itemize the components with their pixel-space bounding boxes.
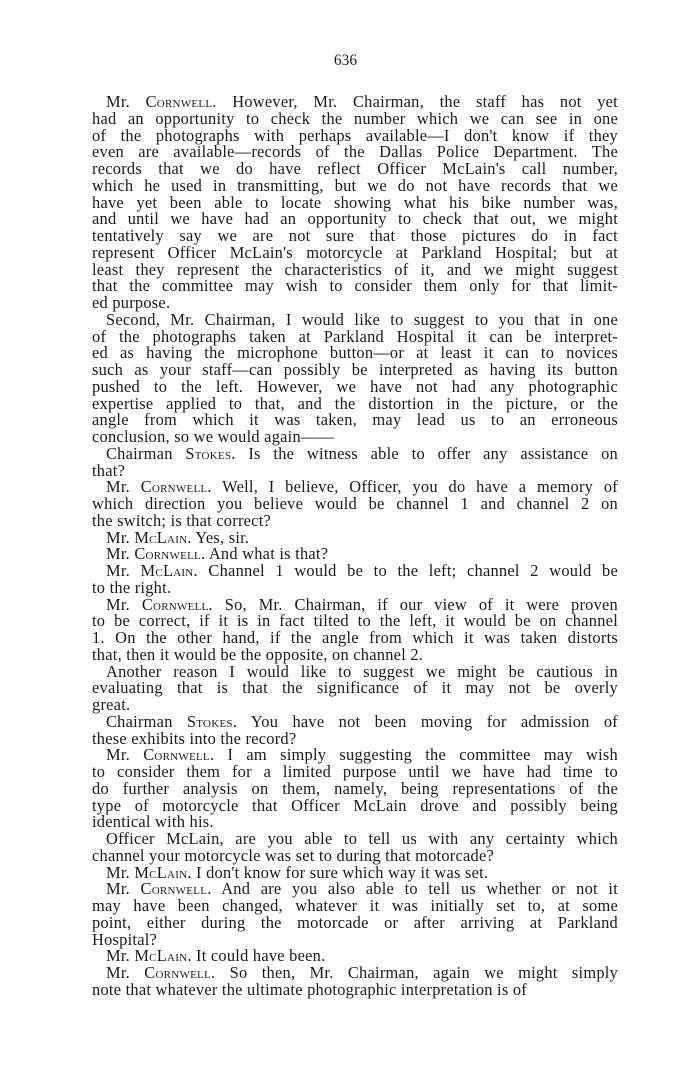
speaker-title: Mr. [106, 946, 135, 966]
paragraph [92, 711, 619, 748]
speaker-name: Cornwell [140, 879, 208, 899]
text-line: even are available—records of the Dallas Police Department. The [92, 142, 618, 162]
text-line: to be correct, if it is in fact tilted to the left, it would be on channel [92, 611, 618, 631]
speaker-title: Mr. [106, 879, 141, 899]
text-line: represent Officer McLain's motorcycle at Parkland Hospital; but at [92, 242, 618, 262]
speaker-title: Mr. [106, 477, 141, 497]
paragraph [92, 479, 618, 529]
text-line: pushed to the left. However, we have not had any photographic [92, 376, 618, 396]
text-line: that the committee may wish to consider them only for that limit- [92, 276, 618, 296]
line-text: Yes, sir. [195, 527, 250, 547]
text-line: note that whatever the ultimate photographic interpretation is of [92, 979, 527, 999]
speaker-title: Mr. [106, 544, 135, 564]
text-line: Chairman Stokes. Is the witness able to offer any assistance on [106, 443, 618, 463]
speaker-name: Stokes [186, 711, 233, 731]
line-text: Well, I believe, Officer, you do have a memory of [222, 477, 618, 497]
speaker-name: Cornwell [144, 963, 211, 982]
speaker-title: Mr. [106, 963, 145, 982]
text-line: which direction you believe would be channel 1 and channel 2 on [92, 494, 618, 513]
line-text: You have not been moving for admission of [250, 711, 619, 731]
paragraph [92, 831, 618, 865]
line-text: It could have been. [196, 946, 326, 966]
text-line: ed as having the microphone button—or at least it can to novices [92, 343, 618, 363]
text-line: Second, Mr. Chairman, I would like to suggest to you that in one [106, 309, 618, 329]
text-line: Mr. Cornwell. So then, Mr. Chairman, again we might simply [106, 963, 619, 982]
speaker-title: Mr. [106, 561, 141, 580]
text-line: and until we have had an opportunity to check that out, we might [92, 209, 618, 229]
paragraph [92, 594, 619, 664]
text-line: had an opportunity to check the number which we can see in one [92, 108, 618, 128]
text-line: which he used in transmitting, but we do not have records that we [92, 175, 618, 195]
text-line: of the photographs taken at Parkland Hospital it can be interpret- [92, 326, 618, 346]
line-text: I am simply suggesting the committee may wish [227, 745, 619, 765]
paragraph [92, 563, 618, 597]
speaker-name: McLain [134, 527, 188, 547]
line-text: And are you also able to tell us whether or not it [221, 879, 618, 899]
speaker-title: Mr. [106, 527, 135, 547]
speaker-title: Mr. [106, 92, 146, 111]
text-line: identical with his. [92, 812, 214, 832]
speaker-title: Chairman [106, 711, 187, 731]
paragraph [92, 747, 618, 831]
text-line: point, either during the motorcade or after arriving at Parkland [92, 912, 618, 932]
speaker-name: McLain [140, 561, 194, 580]
text-line: Mr. McLain. It could have been. [106, 946, 326, 966]
text-line: great. [92, 695, 131, 714]
line-text: However, Mr. Chairman, the staff has not yet [232, 92, 618, 111]
speaker-name: Cornwell [140, 477, 208, 497]
transcript-body [92, 94, 618, 999]
text-line: records that we do have reflect Officer McLain's call number, [92, 159, 618, 178]
line-text: I don't know for sure which way it was set. [196, 862, 489, 882]
text-line: Mr. Cornwell. Well, I believe, Officer, you do have a memory of [106, 477, 618, 497]
text-line: Mr. Cornwell. And are you also able to tell us whether or not it [106, 879, 618, 899]
text-line: the switch; is that correct? [92, 510, 272, 530]
text-line: have yet been able to locate showing what his bike number was, [92, 192, 618, 212]
line-text: Channel 1 would be to the left; channel 2 would be [208, 561, 618, 580]
text-line: least they represent the characteristics of it, and we might suggest [92, 259, 618, 279]
speaker-name: McLain [134, 946, 188, 966]
text-line: of the photographs with perhaps available—I don't know if they [92, 125, 618, 145]
paragraph [92, 443, 618, 480]
page-number: 636 [333, 52, 358, 69]
text-line: type of motorcycle that Officer McLain drove and possibly being [92, 795, 618, 815]
line-text: So, Mr. Chairman, if our view of it were proven [224, 594, 619, 614]
text-line: to the right. [92, 577, 172, 597]
line-text: And what is that? [208, 544, 329, 564]
text-line: expertise applied to that, and the distortion in the picture, or the [92, 393, 618, 413]
text-line: ed purpose. [92, 293, 171, 312]
line-text: Is the witness able to offer any assistance on [248, 443, 618, 463]
speaker-name: Stokes [185, 443, 232, 463]
speaker-title: Chairman [106, 443, 186, 463]
text-line: that? [92, 460, 126, 480]
text-line: conclusion, so we would again—— [92, 427, 335, 446]
speaker-name: Cornwell [143, 745, 210, 765]
text-line: may have been changed, whatever it was initially set to, at some [92, 896, 618, 915]
text-line: angle from which it was taken, may lead us to an erroneous [92, 410, 618, 430]
text-line: evaluating that is that the significance of it may not be overly [92, 678, 618, 698]
text-line: Officer McLain, are you able to tell us with any certainty which [106, 829, 618, 848]
text-line: Mr. McLain. I don't know for sure which way it was set. [106, 862, 489, 882]
text-line: do further analysis on them, namely, being representations of the [92, 778, 618, 798]
text-line: that, then it would be the opposite, on channel 2. [92, 644, 424, 664]
text-line: 1. On the other hand, if the angle from which it was taken distorts [92, 628, 618, 647]
speaker-name: McLain [134, 862, 188, 882]
text-line: these exhibits into the record? [92, 728, 297, 748]
text-line: Mr. Cornwell. So, Mr. Chairman, if our view of it were proven [106, 594, 619, 614]
speaker-name: Cornwell [141, 594, 209, 614]
paragraph [92, 94, 618, 312]
text-line: Mr. Cornwell. And what is that? [106, 544, 329, 564]
text-line: Mr. Cornwell. However, Mr. Chairman, the staff has not yet [106, 92, 618, 111]
text-line: Another reason I would like to suggest we might be cautious in [106, 661, 618, 681]
text-line: Mr. McLain. Channel 1 would be to the left; channel 2 would be [106, 561, 618, 580]
speaker-title: Mr. [106, 594, 142, 614]
text-line: such as your staff—can possibly be interpreted as having its button [92, 360, 618, 379]
speaker-title: Mr. [106, 745, 144, 765]
paragraph [92, 881, 618, 948]
speaker-title: Mr. [106, 862, 135, 882]
text-line: to consider them for a limited purpose until we have had time to [92, 762, 618, 781]
text-line: channel your motorcycle was set to during that motorcade? [92, 845, 495, 865]
paragraph [92, 661, 618, 714]
text-line: Mr. Cornwell. I am simply suggesting the committee may wish [106, 745, 619, 765]
speaker-name: Cornwell [134, 544, 202, 564]
speaker-name: Cornwell [145, 92, 213, 111]
paragraph [92, 965, 618, 999]
text-line: Chairman Stokes. You have not been moving for admission of [106, 711, 619, 731]
text-line: tentatively say we are not sure that those pictures do in fact [92, 226, 618, 245]
paragraph [92, 309, 618, 446]
text-line: Mr. McLain. Yes, sir. [106, 527, 250, 547]
line-text: So then, Mr. Chairman, again we might simply [229, 963, 619, 982]
text-line: Hospital? [92, 929, 158, 949]
